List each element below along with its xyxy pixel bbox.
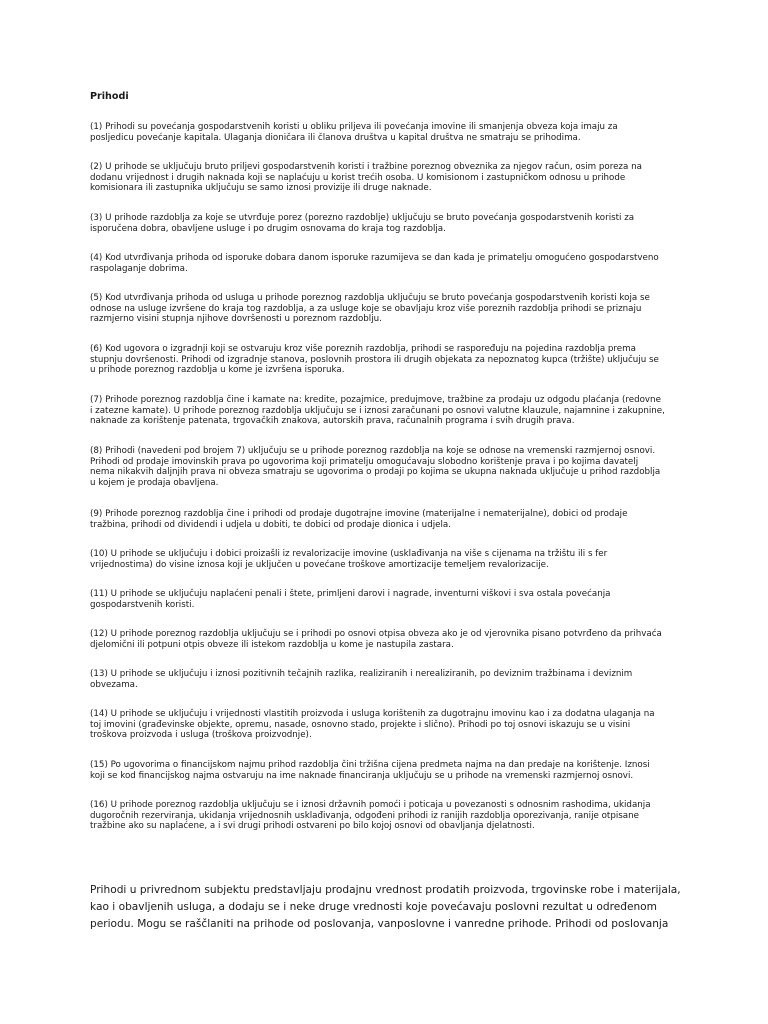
paragraph-12: (12) U prihode poreznog razdoblja uključuju se i prihodi po osnovi otpisa obveza ako je od vjerovnika pisano potvrđeno da prihvaća djelomični ili potpuni otpis obveze ili istekom razdoblja u kome je nastupila zastara. [90,629,662,650]
paragraph-16: (16) U prihode poreznog razdoblja uključuju se i iznosi državnih pomoći i poticaja u povezanosti s odnosnim rashodima, ukidanja dugoročnih rezerviranja, ukidanja vrijednosnih usklađivanja, odgođeni prihodi iz ranijih razdoblja oporezivanja, ranije otpisane tražbine ako su naplaćene, a i svi drugi prihodi ostvareni po bilo kojoj osnovi od obavljanja djelatnosti. [90,800,651,832]
paragraph-11: (11) U prihode se uključuju naplaćeni penali i štete, primljeni darovi i nagrade, inventurni viškovi i sva ostala povećanja gospodarstvenih koristi. [90,589,611,610]
paragraph-10: (10) U prihode se uključuju i dobici proizašli iz revalorizacije imovine (usklađivanja na više s cijenama na tržištu ili s fer vrijednostima) do visine iznosa koji je uključen u povećane troškove amortizacije temeljem revalorizacije. [90,549,608,570]
paragraph-5: (5) Kod utvrđivanja prihoda od usluga u prihode poreznog razdoblja uključuju se bruto povećanja gospodarstvenih koristi koja se odnose na usluge izvršene do kraja tog razdoblja, a za usluge koje se obavljaju kroz više poreznih razdoblja prihodi se priznaju razmjerno visini stupnja njihove dovršenosti u poreznom razdoblju. [90,293,650,325]
paragraph-14: (14) U prihode se uključuju i vrijednosti vlastitih proizvoda i usluga korištenih za dugotrajnu imovinu kao i za dodatna ulaganja na toj imovini (građevinske objekte, opremu, nasade, osnovno stado, projekte i slično). Prihodi po toj osnovi iskazuju se u visini troškova proizvoda i usluga (troškova proizvodnje). [90,709,655,741]
paragraph-4: (4) Kod utvrđivanja prihoda od isporuke dobara danom isporuke razumijeva se dan kada je primatelju omogućeno gospodarstveno raspolaganje dobrima. [90,253,659,274]
paragraph-8: (8) Prihodi (navedeni pod brojem 7) uključuju se u prihode poreznog razdoblja na koje se odnose na vremenski razmjernoj osnovi. Prihodi od prodaje imovinskih prava po ugovorima koji primatelju omogućavaju slobodno korištenje prava i po kojima davatelj nema nikakvih daljnjih prava ni obveza smatraju se ugovorima o prodaji po kojima se ukupna naknada uključuje u prihod razdoblja u kojem je prodaja obavljena. [90,446,661,489]
paragraph-9: (9) Prihode poreznog razdoblja čine i prihodi od prodaje dugotrajne imovine (materijalne i nematerijalne), dobici od prodaje tražbina, prihodi od dividendi i udjela u dobiti, te dobici od prodaje dionica i udjela. [90,509,628,530]
paragraph-15: (15) Po ugovorima o financijskom najmu prihod razdoblja čini tržišna cijena predmeta najma na dan predaje na korištenje. Iznosi koji se kod financijskog najma ostvaruju na ime naknade financiranja uključuju se u prihode na vremenski razmjernoj osnovi. [90,760,650,781]
paragraph-6: (6) Kod ugovora o izgradnji koji se ostvaruju kroz više poreznih razdoblja, prihodi se raspoređuju na pojedina razdoblja prema stupnju dovršenosti. Prihodi od izgradnje stanova, poslovnih prostora ili drugih objekata za nepoznatog kupca (tržište) uključuju se u prihode poreznog razdoblja u kome je izvršena isporuka. [90,344,659,376]
paragraph-1: (1) Prihodi su povećanja gospodarstvenih koristi u obliku priljeva ili povećanja imovine ili smanjenja obveza koja imaju za posljedicu povećanje kapitala. Ulaganja dioničara ili članova društva u kapital društva ne smatraju se prihodima. [90,122,618,143]
paragraph-2: (2) U prihode se uključuju bruto priljevi gospodarstvenih koristi i tražbine poreznog obveznika za njegov račun, osim poreza na dodanu vrijednost i drugih naknada koji se naplaćuju u korist trećih osoba. U komisionom i zastupničkom odnosu u prihode komisionara ili zastupnika uključuju se samo iznosi provizije ili druge naknade. [90,162,642,194]
bottom-paragraph: Prihodi u privrednom subjektu predstavljaju prodajnu vrednost prodatih proizvoda, trgovinske robe i materijala, kao i obavljenih usluga, a dodaju se i neke druge vrednosti koje povećavaju poslovni rezultat u određenom periodu. Mogu se raščlaniti na prihode od poslovanja, vanposlovne i vanredne prihode. Prihodi od poslovanja [90,884,681,930]
paragraph-3: (3) U prihode razdoblja za koje se utvrđuje porez (porezno razdoblje) uključuju se bruto povećanja gospodarstvenih koristi za isporučena dobra, obavljene usluge i po drugim osnovama do kraja tog razdoblja. [90,213,635,234]
document-title: Prihodi [90,91,129,102]
paragraph-7: (7) Prihode poreznog razdoblja čine i kamate na: kredite, pozajmice, predujmove, tražbine za prodaju uz odgodu plaćanja (redovne i zatezne kamate). U prihode poreznog razdoblja uključuju se i iznosi zaračunani po osnovi valutne klauzule, najamnine i zakupnine, naknade za korištenje patenata, trgovačkih znakova, autorskih prava, računalnih programa i svih drugih prava. [90,395,665,427]
paragraph-13: (13) U prihode se uključuju i iznosi pozitivnih tečajnih razlika, realiziranih i nerealiziranih, po deviznim tražbinama i deviznim obvezama. [90,669,633,690]
